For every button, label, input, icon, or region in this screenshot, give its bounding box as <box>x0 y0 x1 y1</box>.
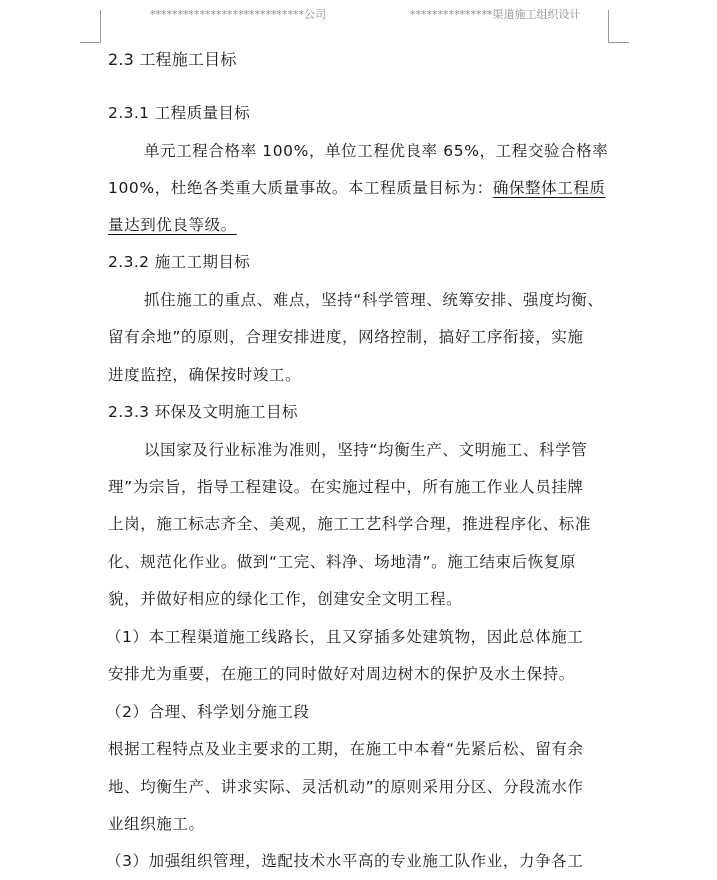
subsection-heading-quality: 2.3.1 工程质量目标 <box>108 104 251 122</box>
paragraph-line: 安排尤为重要，在施工的同时做好对周边树木的保护及水土保持。 <box>108 665 575 683</box>
list-item: （1）本工程渠道施工线路长，且又穿插多处建筑物，因此总体施工 <box>106 628 584 646</box>
page-header <box>0 6 717 22</box>
list-item: （2）合理、科学划分施工段 <box>106 703 310 721</box>
paragraph-line: 地、均衡生产、讲求实际、灵活机动”的原则采用分区、分段流水作 <box>108 778 584 796</box>
paragraph-line: 根据工程特点及业主要求的工期，在施工中本着“先紧后松、留有余 <box>108 740 584 758</box>
list-item: （3）加强组织管理，选配技术水平高的专业施工队作业，力争各工 <box>106 852 584 870</box>
paragraph-line: 上岗，施工标志齐全、美观，施工工艺科学合理，推进程序化、标准 <box>108 515 592 533</box>
section-heading: 2.3 工程施工目标 <box>108 50 237 69</box>
paragraph-line: 化、规范化作业。做到“工完、料净、场地清”。施工结束后恢复原 <box>108 553 577 571</box>
paragraph-line: 单元工程合格率 100%，单位工程优良率 65%，工程交验合格率 <box>144 142 609 160</box>
paragraph-line: 理”为宗旨，指导工程建设。在实施过程中，所有施工作业人员挂牌 <box>108 478 584 496</box>
paragraph-line: 进度监控，确保按时竣工。 <box>108 366 302 384</box>
paragraph-line: 貌，并做好相应的绿化工作，创建安全文明工程。 <box>108 590 463 608</box>
header-company: ****************************公司 <box>150 8 326 21</box>
paragraph-line: 以国家及行业标准为准则，坚持“均衡生产、文明施工、科学管 <box>144 441 588 459</box>
paragraph-line: 留有余地”的原则，合理安排进度，网络控制，搞好工序衔接，实施 <box>108 328 584 346</box>
paragraph-line: 业组织施工。 <box>108 815 205 833</box>
paragraph-line <box>108 178 606 198</box>
header-doc-title: ***************渠道施工组织设计 <box>410 8 581 21</box>
underlined-text: 确保整体工程质 <box>492 179 606 197</box>
subsection-heading-schedule: 2.3.2 施工工期目标 <box>108 253 251 271</box>
subsection-heading-environment: 2.3.3 环保及文明施工目标 <box>108 403 298 421</box>
underlined-line: 量达到优良等级。 <box>108 216 237 234</box>
paragraph-text: 100%，杜绝各类重大质量事故。本工程质量目标为： <box>108 179 493 197</box>
paragraph-line: 抓住施工的重点、难点，坚持“科学管理、统筹安排、强度均衡、 <box>144 291 604 309</box>
